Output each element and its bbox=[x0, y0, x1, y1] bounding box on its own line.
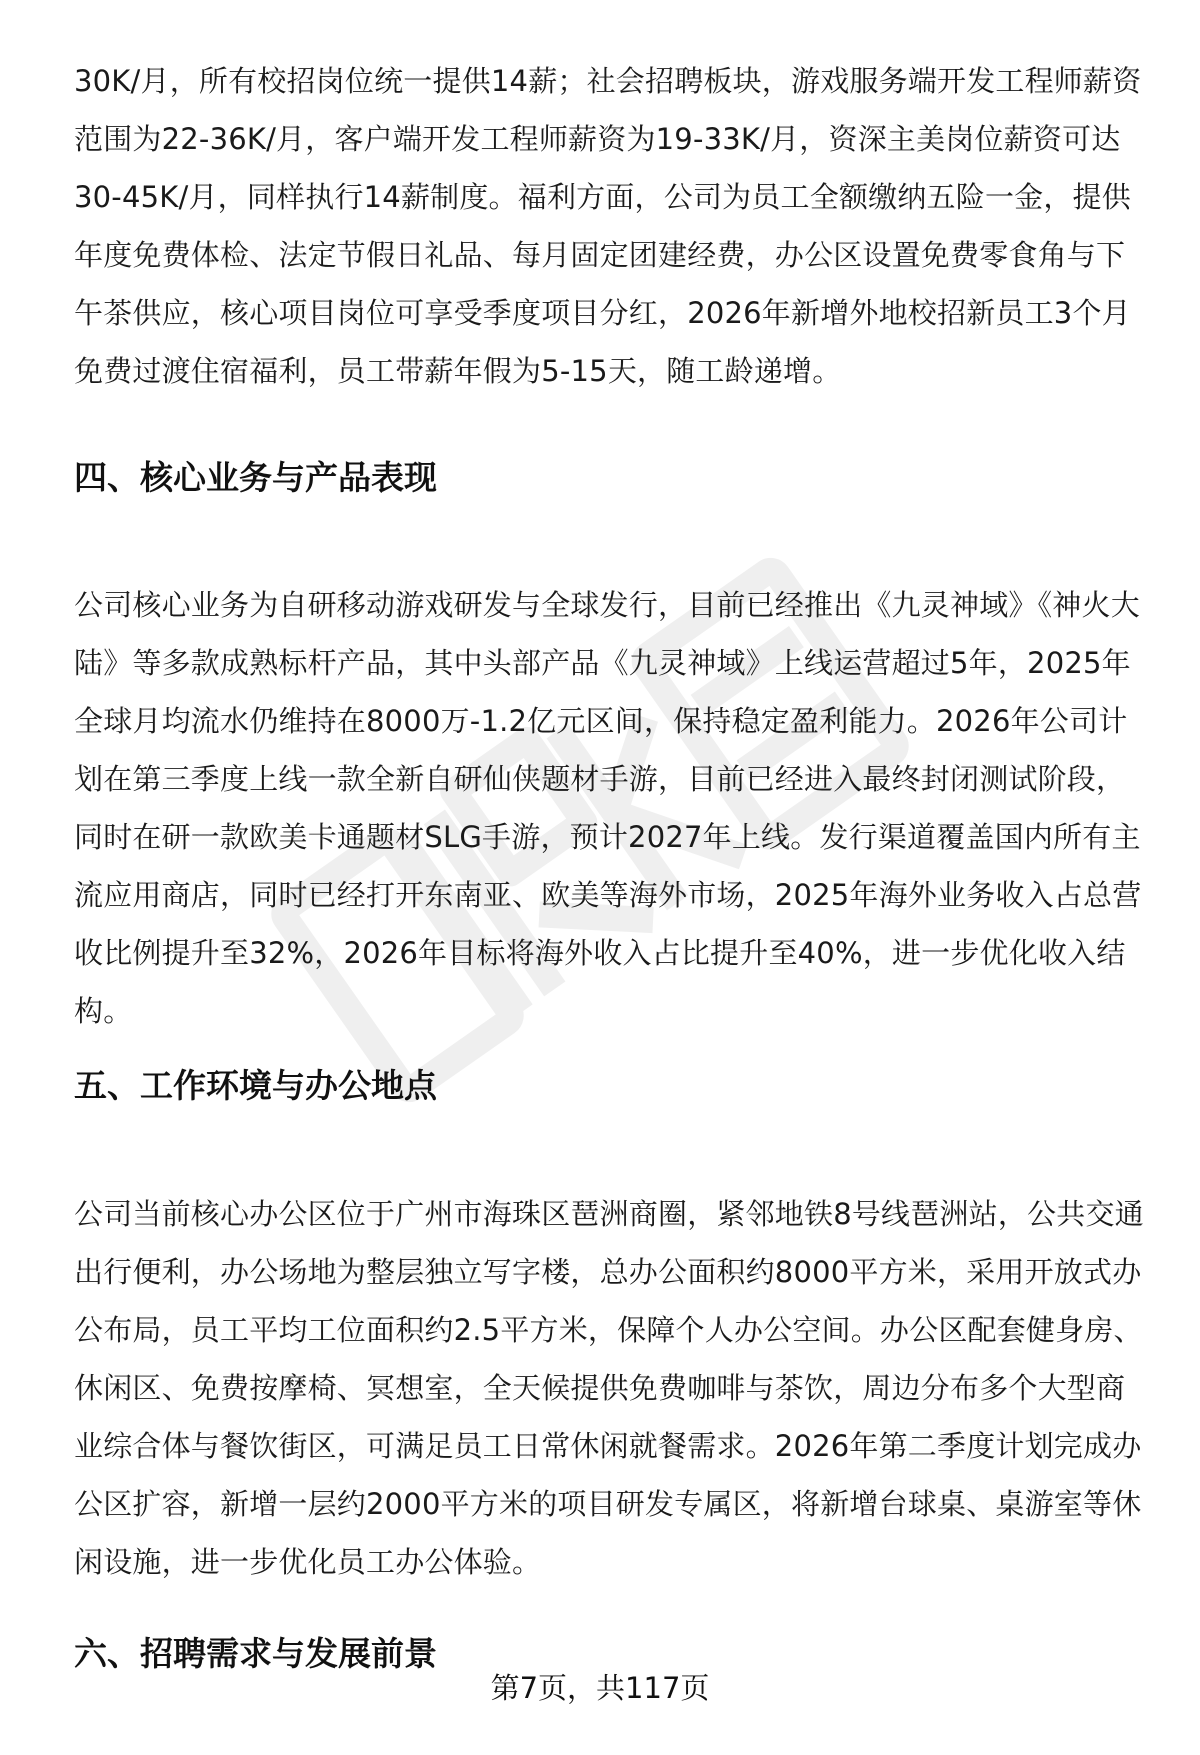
paragraph-work-environment: 公司当前核心办公区位于广州市海珠区琶洲商圈，紧邻地铁8号线琶洲站，公共交通出行便利，办公场地为整层独立写字楼，总办公面积约8000平方米，采用开放式办公布局，员工平均工位面积约2.5平方米，保障个人办公空间。办公区配套健身房、休闲区、免费按摩椅、冥想室，全天候提供免费咖啡与茶饮，周边分布多个大型商业综合体与餐饮街区，可满足员工日常休闲就餐需求。2026年第二季度计划完成办公区扩容，新增一层约2000平方米的项目研发专属区，将新增台球桌、桌游室等休闲设施，进一步优化员工办公体验。 bbox=[74, 1197, 1144, 1579]
paragraph-core-business: 公司核心业务为自研移动游戏研发与全球发行，目前已经推出《九灵神域》《神火大陆》等多款成熟标杆产品，其中头部产品《九灵神域》上线运营超过5年，2025年全球月均流水仍维持在8000万-1.2亿元区间，保持稳定盈利能力。2026年公司计划在第三季度上线一款全新自研仙侠题材手游，目前已经进入最终封闭测试阶段，同时在研一款欧美卡通题材SLG手游，预计2027年上线。发行渠道覆盖国内所有主流应用商店，同时已经打开东南亚、欧美等海外市场，2025年海外业务收入占总营收比例提升至32%，2026年目标将海外收入占比提升至40%，进一步优化收入结构。 bbox=[74, 588, 1142, 1028]
page-number-footer: 第7页，共117页 bbox=[490, 1671, 710, 1705]
section-heading-recruitment: 六、招聘需求与发展前景 bbox=[74, 1634, 437, 1673]
section-heading-core-business: 四、核心业务与产品表现 bbox=[74, 458, 437, 497]
paragraph-salary-benefits: 30K/月，所有校招岗位统一提供14薪；社会招聘板块，游戏服务端开发工程师薪资范围为22-36K/月，客户端开发工程师薪资为19-33K/月，资深主美岗位薪资可达30-45K/月，同样执行14薪制度。福利方面，公司为员工全额缴纳五险一金，提供年度免费体检、法定节假日礼品、每月固定团建经费，办公区设置免费零食角与下午茶供应，核心项目岗位可享受季度项目分红，2026年新增外地校招新员工3个月免费过渡住宿福利，员工带薪年假为5-15天，随工龄递增。 bbox=[74, 64, 1142, 388]
section-heading-work-environment: 五、工作环境与办公地点 bbox=[74, 1066, 437, 1105]
